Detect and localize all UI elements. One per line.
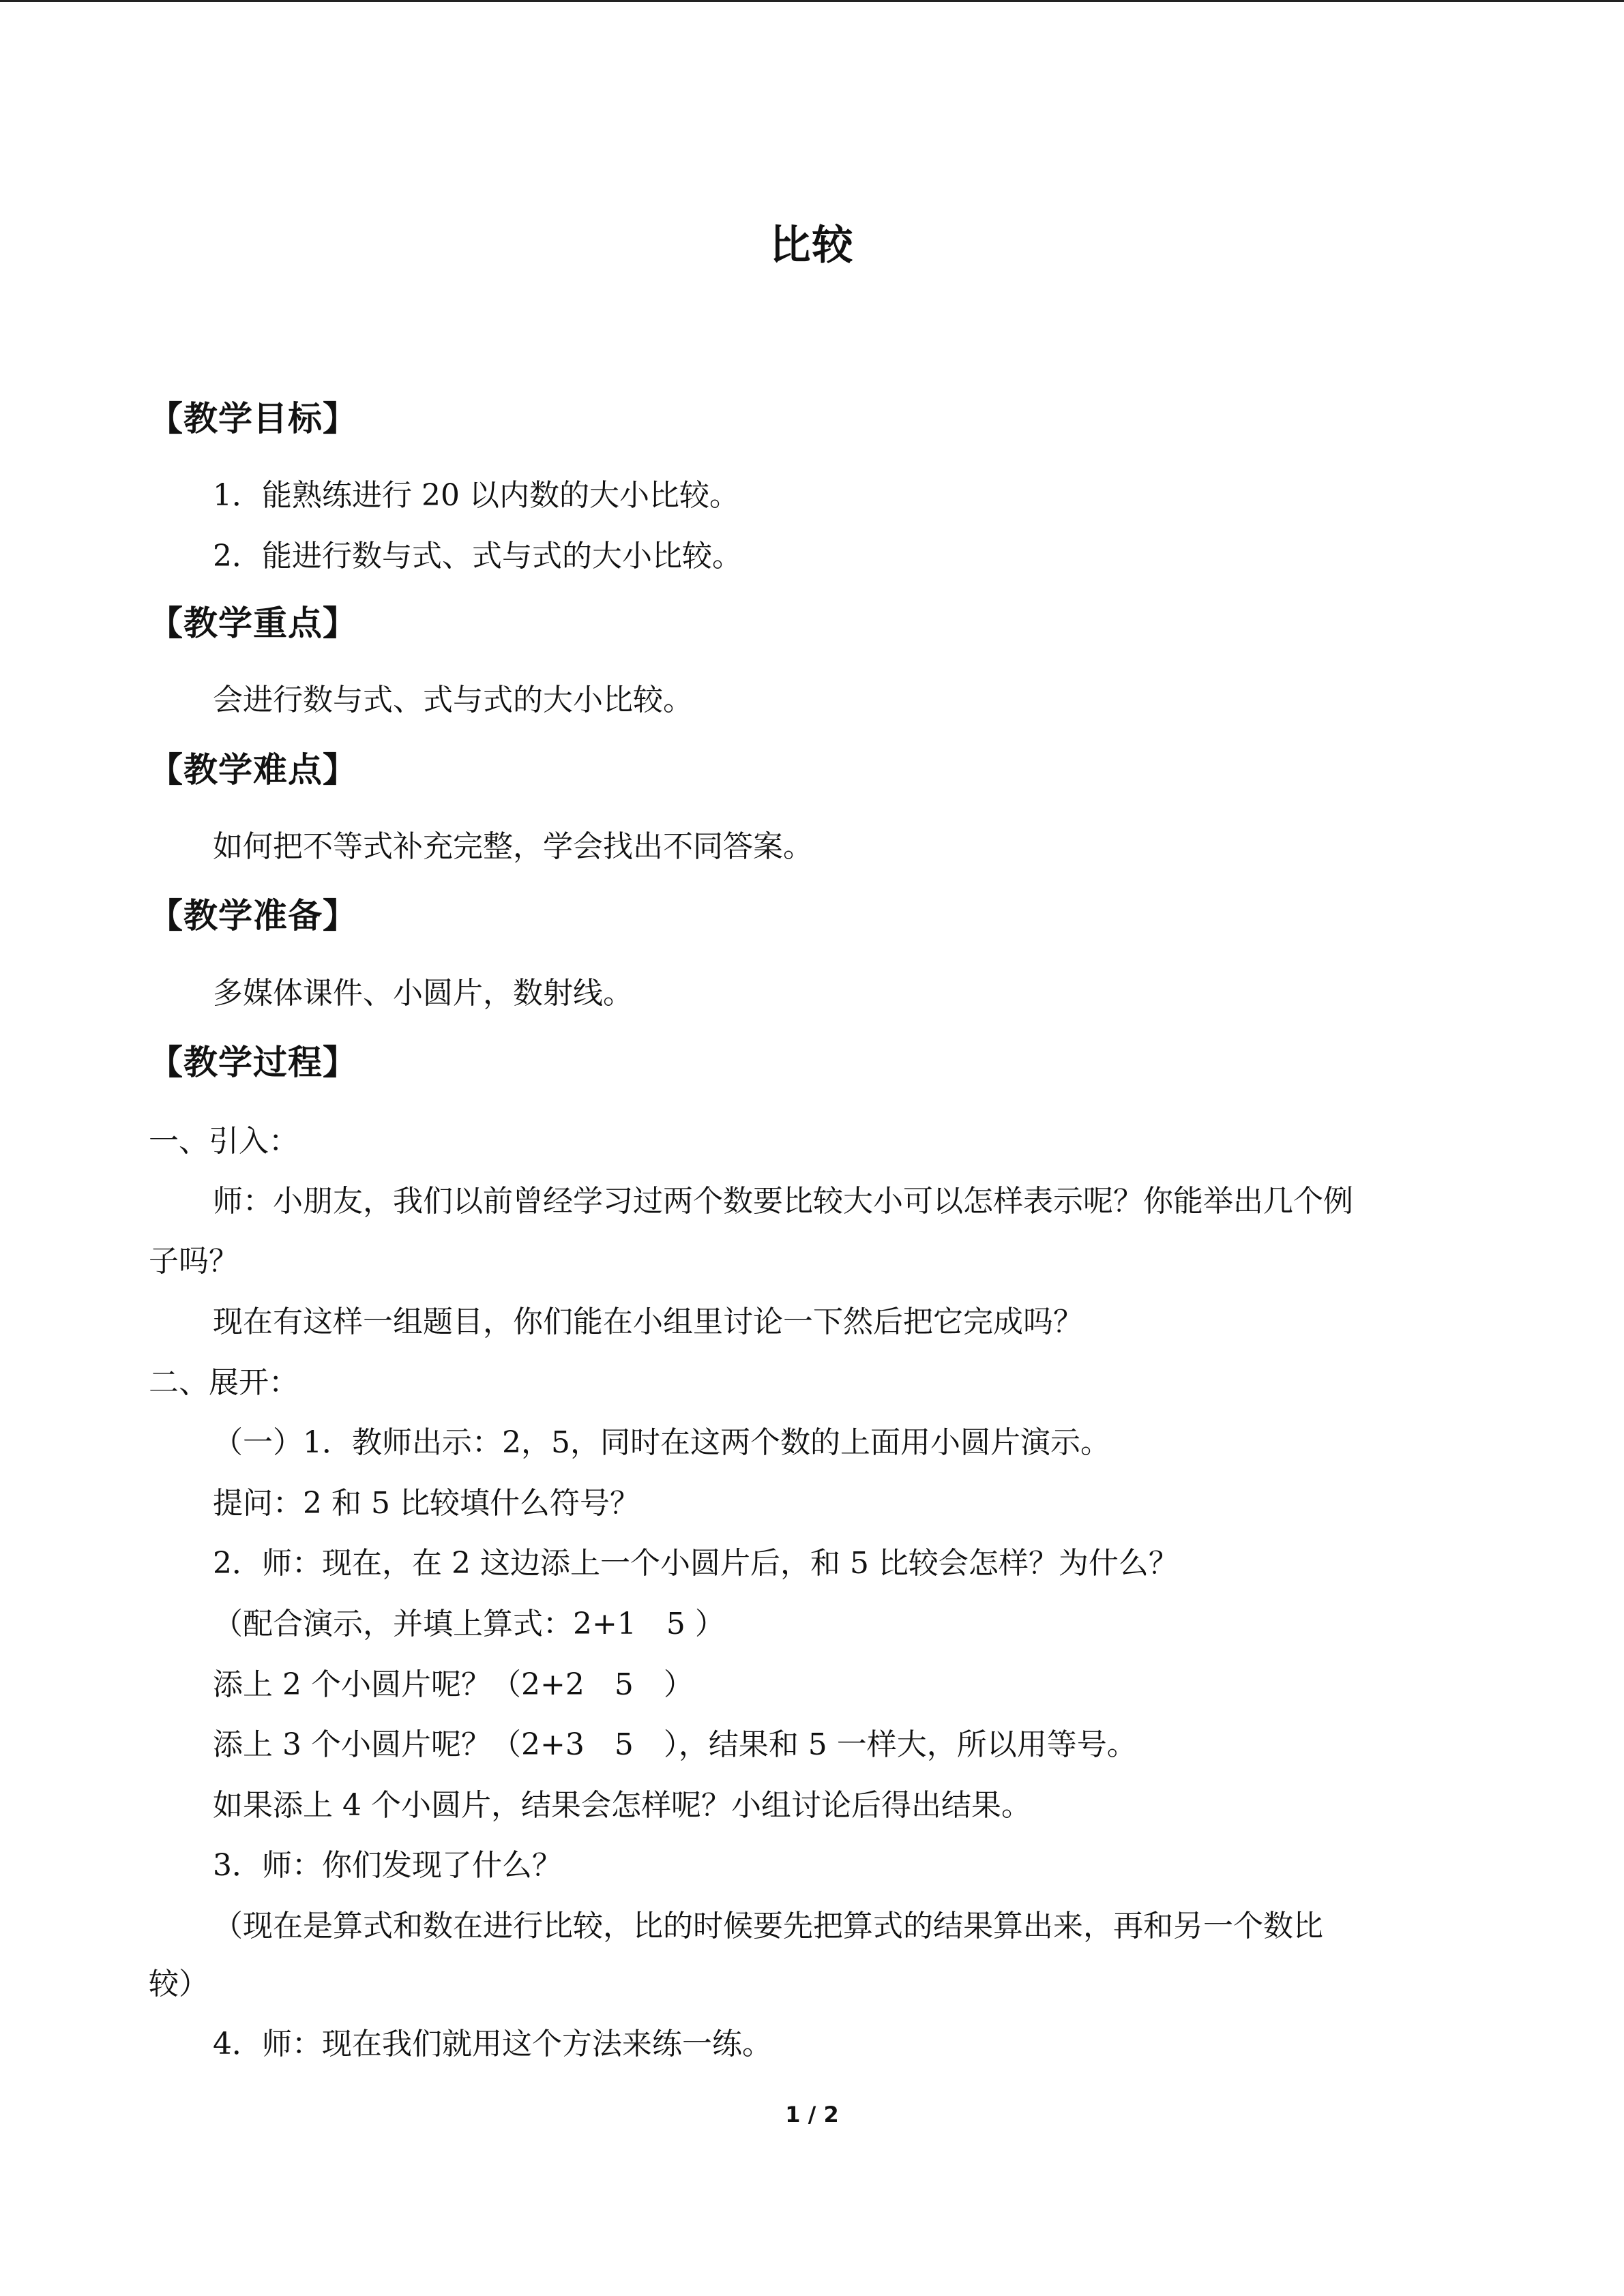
heading-key-points: 【教学重点】 xyxy=(149,603,357,643)
heading-process: 【教学过程】 xyxy=(149,1043,357,1082)
heading-preparation: 【教学准备】 xyxy=(149,896,357,936)
develop-line-3: 2．师：现在，在 2 这边添上一个小圆片后，和 5 比较会怎样？为什么？ xyxy=(213,1546,1179,1581)
intro-paragraph-2: 现在有这样一组题目，你们能在小组里讨论一下然后把它完成吗？ xyxy=(213,1304,1083,1339)
page-number: 1 / 2 xyxy=(785,2102,839,2128)
develop-line-4: （配合演示，并填上算式：2+1 5 ） xyxy=(213,1607,725,1641)
preparation-text: 多媒体课件、小圆片，数射线。 xyxy=(213,976,633,1011)
develop-line-6: 添上 3 个小圆片呢？（2+3 5 ），结果和 5 一样大，所以用等号。 xyxy=(213,1727,1137,1762)
goal-item-2: 2．能进行数与式、式与式的大小比较。 xyxy=(213,539,742,573)
page-title: 比较 xyxy=(769,222,855,269)
top-border xyxy=(0,0,1624,2)
goal-item-1: 1．能熟练进行 20 以内数的大小比较。 xyxy=(213,478,739,513)
develop-line-7: 如果添上 4 个小圆片，结果会怎样呢？小组讨论后得出结果。 xyxy=(213,1788,1031,1823)
develop-line-5: 添上 2 个小圆片呢？（2+2 5 ） xyxy=(213,1667,694,1702)
develop-line-8: 3．师：你们发现了什么？ xyxy=(213,1848,562,1883)
intro-paragraph-1-line-2: 子吗？ xyxy=(149,1244,239,1279)
develop-line-10: 4．师：现在我们就用这个方法来练一练。 xyxy=(213,2027,772,2061)
intro-paragraph-1-line-1: 师：小朋友，我们以前曾经学习过两个数要比较大小可以怎样表示呢？你能举出几个例 xyxy=(213,1184,1353,1219)
heading-difficulties: 【教学难点】 xyxy=(149,750,357,790)
develop-label: 二、展开： xyxy=(149,1365,299,1400)
heading-goals: 【教学目标】 xyxy=(149,399,357,438)
develop-line-9-part-2: 较） xyxy=(149,1967,209,2001)
intro-label: 一、引入： xyxy=(149,1124,299,1159)
difficulties-text: 如何把不等式补充完整，学会找出不同答案。 xyxy=(213,829,813,864)
develop-line-2: 提问：2 和 5 比较填什么符号？ xyxy=(213,1486,640,1521)
key-points-text: 会进行数与式、式与式的大小比较。 xyxy=(213,683,693,717)
develop-line-1: （一）1．教师出示：2，5，同时在这两个数的上面用小圆片演示。 xyxy=(213,1425,1110,1460)
develop-line-9-part-1: （现在是算式和数在进行比较，比的时候要先把算式的结果算出来，再和另一个数比 xyxy=(213,1909,1323,1943)
